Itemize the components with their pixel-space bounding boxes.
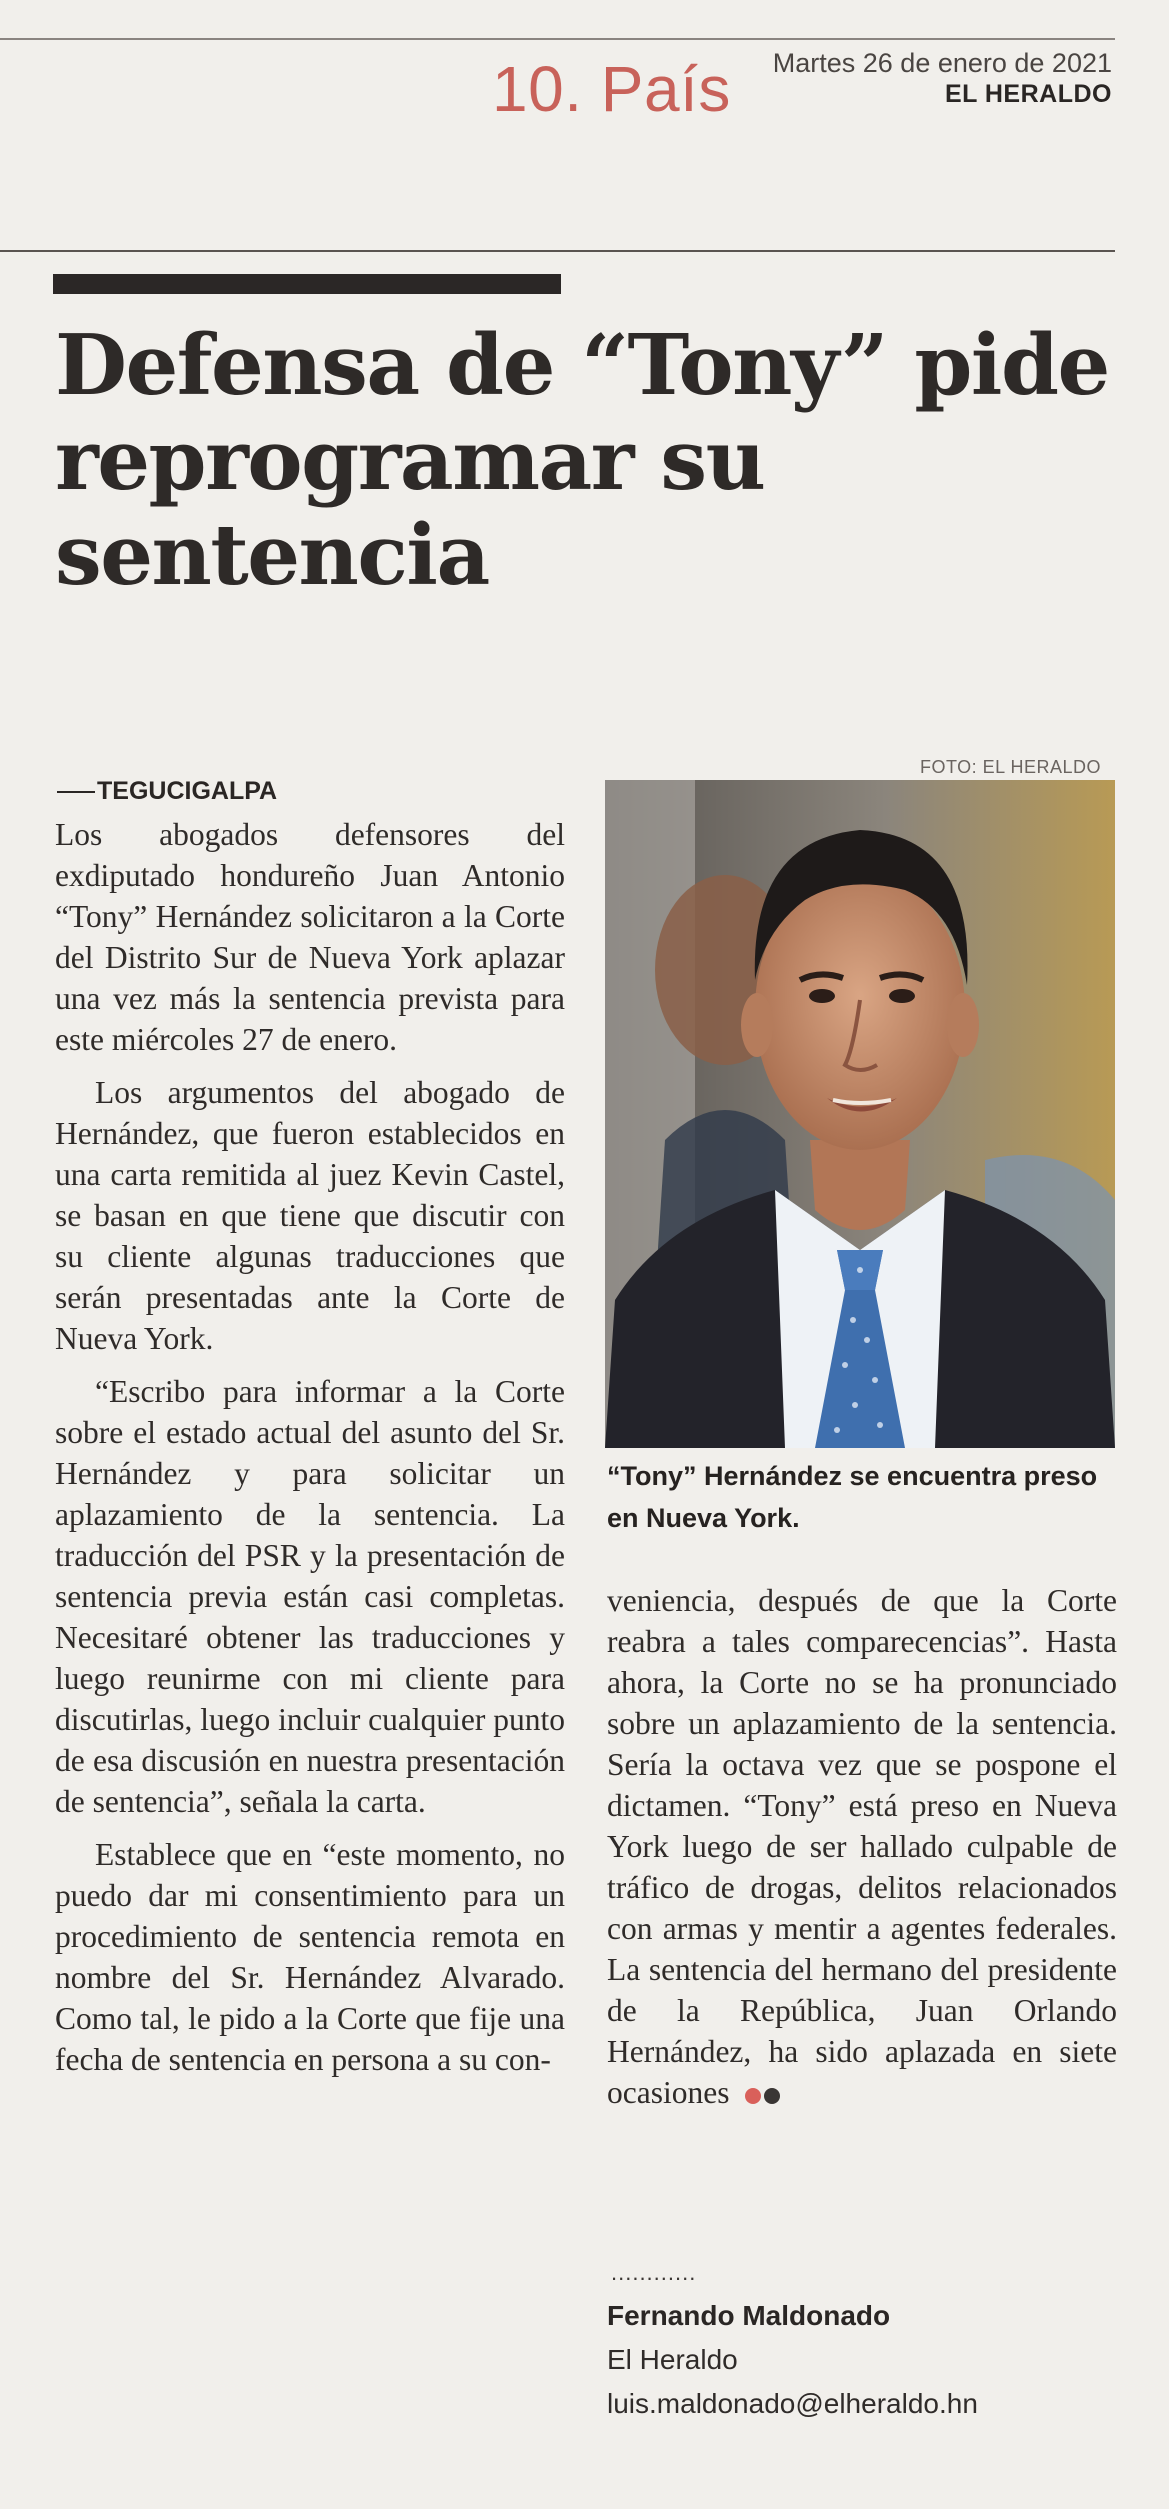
end-dot-black bbox=[764, 2088, 780, 2104]
photo-credit: FOTO: EL HERALDO bbox=[920, 757, 1102, 777]
photo-caption: “Tony” Hernández se encuentra preso en Nueva York. bbox=[607, 1461, 1098, 1533]
signature-separator: ............ bbox=[611, 2260, 697, 2285]
article-photo bbox=[605, 780, 1115, 1448]
portrait-illustration bbox=[605, 780, 1115, 1448]
issue-date: Martes 26 de enero de 2021 bbox=[772, 48, 1112, 78]
end-mark bbox=[745, 2072, 783, 2113]
header-rule bbox=[0, 250, 1115, 252]
newspaper-name: EL HERALDO bbox=[944, 80, 1112, 108]
headline-bar bbox=[53, 274, 561, 294]
author-name: Fernando Maldonado bbox=[607, 2300, 891, 2331]
end-dot-red bbox=[745, 2088, 761, 2104]
paragraph-continued bbox=[607, 1580, 1117, 2113]
section-label: 10. País bbox=[492, 53, 731, 125]
article-column-2 bbox=[607, 1580, 1117, 2113]
article-column-1 bbox=[55, 814, 565, 2080]
author-email: luis.maldonado@elheraldo.hn bbox=[607, 2388, 978, 2419]
paragraph-4: Establece que en “este momento, no puedo dar mi consentimiento para un procedimiento de sentencia remota en nombre del Sr. Hernández Alvarado. Como tal, le pido a la Corte que fije una fecha de sentencia en persona a su con- bbox=[55, 1837, 565, 2077]
paragraph-1: Los abogados defensores del exdiputado hondureño Juan Antonio “Tony” Hernández solicitaron a la Corte del Distrito Sur de Nueva York aplazar una vez más la sentencia prevista para este miércoles 27 de enero. bbox=[55, 817, 565, 1057]
top-rule bbox=[0, 38, 1115, 40]
paragraph-2: Los argumentos del abogado de Hernández, que fueron establecidos en una carta remitida al juez Kevin Castel, se basan en que tiene que discutir con su cliente algunas traducciones que serán presentadas ante la Corte de Nueva York. bbox=[55, 1075, 565, 1356]
dateline: TEGUCIGALPA bbox=[57, 777, 277, 806]
paragraph-continued-text: veniencia, después de que la Corte reabra a tales comparecencias”. Hasta ahora, la Corte no se ha pronunciado sobre un aplazamiento de la sentencia. Sería la octava vez que se pospone el dictamen. “Tony” está preso en Nueva York luego de ser hallado culpable de tráfico de drogas, delitos relacionados con armas y mentir a agentes federales. La sentencia del hermano del presidente de la República, Juan Orlando Hernández, ha sido aplazada en siete ocasiones bbox=[607, 1583, 1117, 2110]
headline: Defensa de “Tony” pide reprogramar su sentencia bbox=[55, 316, 1109, 604]
paragraph-3: “Escribo para informar a la Corte sobre el estado actual del asunto del Sr. Hernández y para solicitar un aplazamiento de la sentencia. La traducción del PSR y la presentación de sentencia previa están casi completas. Necesitaré obtener las traducciones y luego reunirme con mi cliente para discutirlas, luego incluir cualquier punto de esa discusión en nuestra presentación de sentencia”, señala la carta. bbox=[55, 1374, 565, 1819]
author-outlet: El Heraldo bbox=[607, 2344, 738, 2375]
